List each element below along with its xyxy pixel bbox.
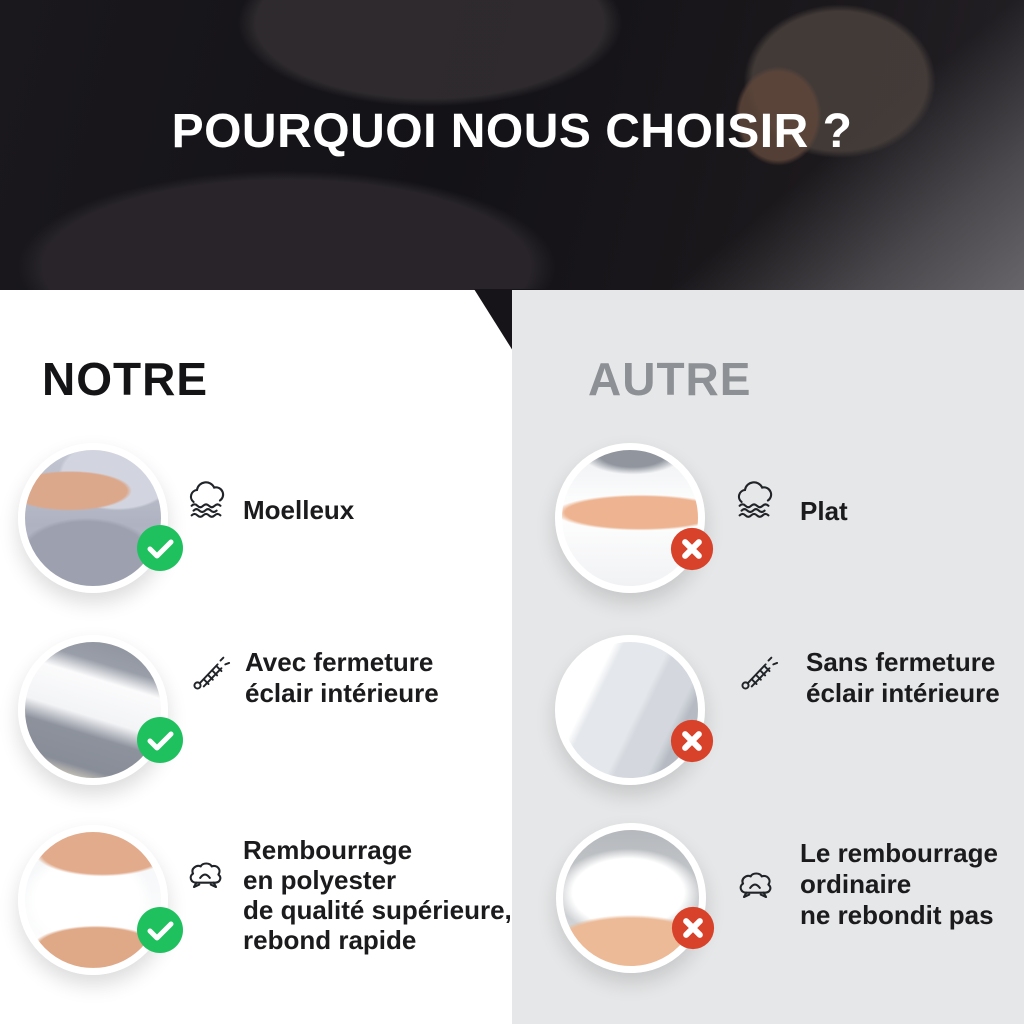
column-heading-ours: NOTRE bbox=[42, 353, 208, 405]
check-badge-icon bbox=[136, 906, 184, 959]
feature-label: en polyester bbox=[243, 865, 397, 895]
filling-icon bbox=[182, 852, 228, 898]
feature-label: Le rembourrage bbox=[800, 838, 998, 868]
feature-label: rebond rapide bbox=[243, 925, 417, 955]
feature-label: de qualité supérieure, bbox=[243, 895, 512, 925]
zipper-icon bbox=[734, 650, 780, 696]
cross-badge-icon bbox=[670, 527, 714, 576]
softness-icon bbox=[184, 478, 230, 524]
check-badge-icon bbox=[136, 524, 184, 577]
zipper-icon bbox=[186, 650, 232, 696]
check-badge-icon bbox=[136, 716, 184, 769]
column-heading-other: AUTRE bbox=[588, 353, 752, 405]
feature-label: Sans fermeture bbox=[806, 647, 996, 677]
feature-label: Moelleux bbox=[243, 495, 355, 525]
softness-icon bbox=[732, 478, 778, 524]
feature-label: éclair intérieure bbox=[245, 678, 439, 708]
feature-label: ne rebondit pas bbox=[800, 900, 994, 930]
feature-label: Plat bbox=[800, 496, 848, 526]
sleeping-person-photo bbox=[0, 0, 1024, 290]
page-title: POURQUOI NOUS CHOISIR ? bbox=[171, 105, 853, 158]
cross-badge-icon bbox=[670, 719, 714, 768]
feature-label: Avec fermeture bbox=[245, 647, 434, 677]
filling-icon bbox=[732, 862, 778, 908]
cross-badge-icon bbox=[671, 906, 715, 955]
feature-label: ordinaire bbox=[800, 869, 912, 899]
feature-label: éclair intérieure bbox=[806, 678, 1000, 708]
feature-label: Rembourrage bbox=[243, 835, 413, 865]
